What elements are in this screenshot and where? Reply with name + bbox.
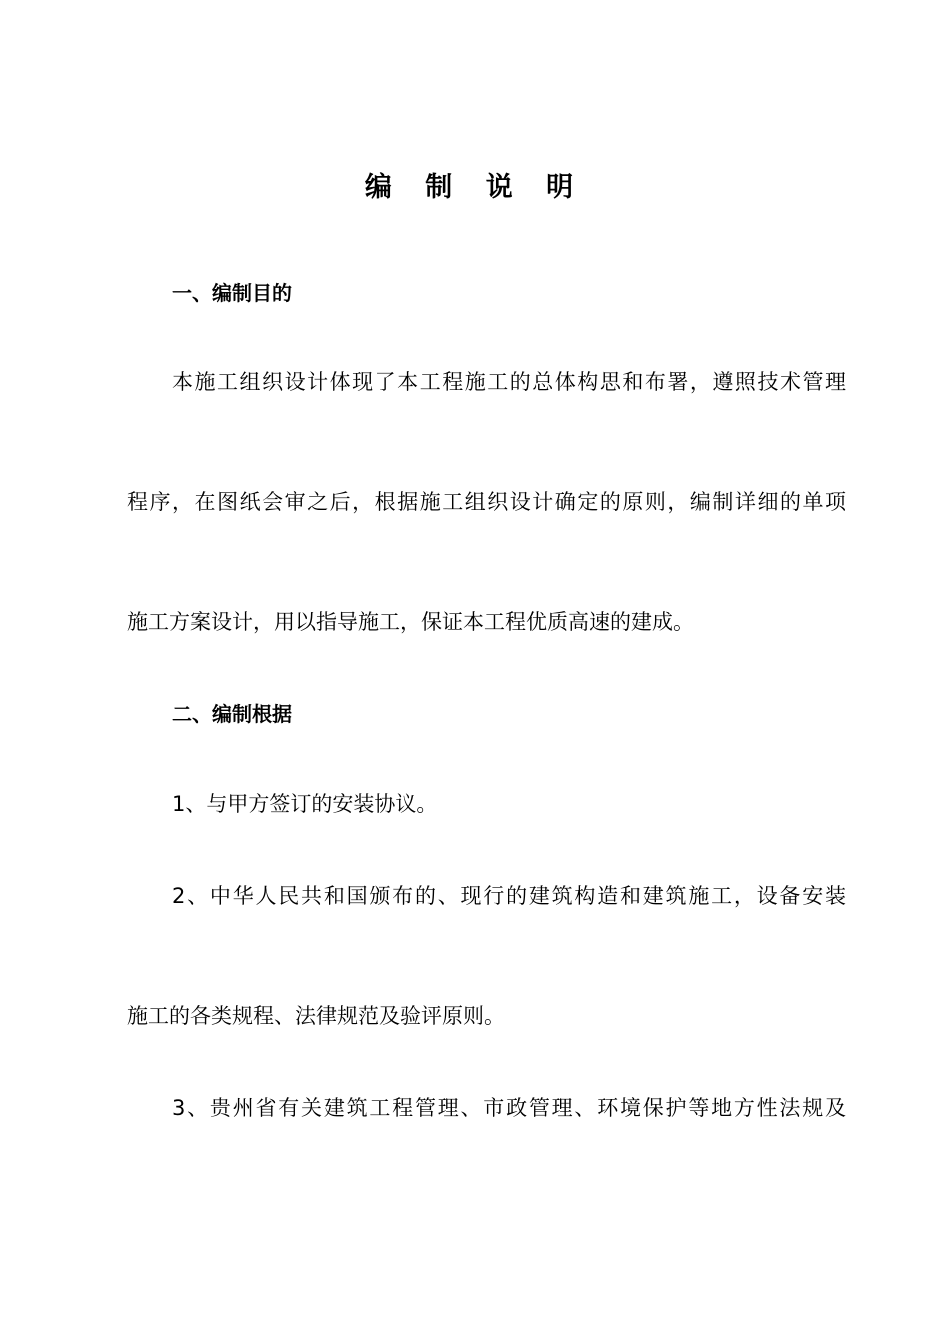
section1-paragraph-line-1: 本施工组织设计体现了本工程施工的总体构思和布署，遵照技术管理: [172, 370, 846, 394]
page-title: 编 制 说 明: [364, 172, 586, 203]
section1-heading: 一、编制目的: [172, 281, 292, 305]
section1-paragraph-line-2: 程序，在图纸会审之后，根据施工组织设计确定的原则，编制详细的单项: [127, 490, 846, 514]
section2-item-1: 1、与甲方签订的安装协议。: [172, 792, 438, 816]
section2-item-3: 3、贵州省有关建筑工程管理、市政管理、环境保护等地方性法规及: [172, 1096, 846, 1120]
section2-item-2-line-2: 施工的各类规程、法律规范及验评原则。: [127, 1004, 505, 1028]
section2-heading: 二、编制根据: [172, 702, 292, 726]
section2-item-2-line-1: 2、中华人民共和国颁布的、现行的建筑构造和建筑施工，设备安装: [172, 884, 846, 908]
section1-paragraph-line-3: 施工方案设计，用以指导施工，保证本工程优质高速的建成。: [127, 610, 694, 634]
